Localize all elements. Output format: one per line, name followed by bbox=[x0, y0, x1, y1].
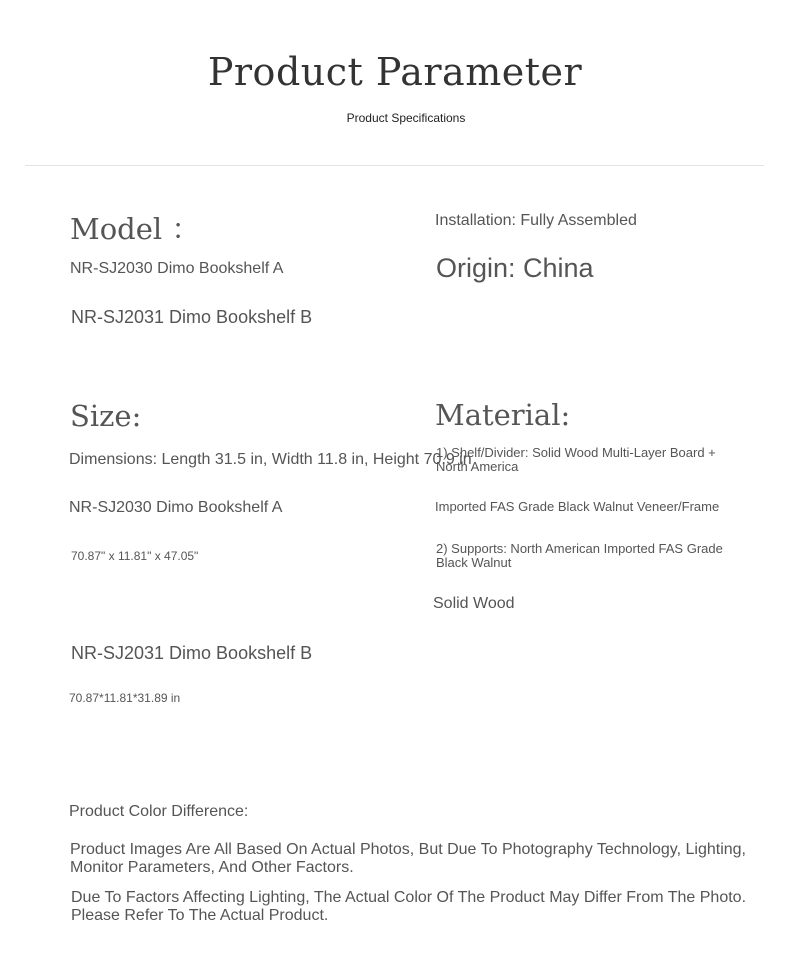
size-item-a-measure: 70.87" x 11.81" x 47.05" bbox=[71, 549, 199, 563]
color-difference-paragraph-1: Product Images Are All Based On Actual Photos, But Due To Photography Technology, Lighting, Monitor Parameters, And Other Factors. bbox=[70, 841, 746, 876]
material-heading: Material: bbox=[435, 398, 571, 432]
size-heading: Size: bbox=[70, 399, 142, 433]
size-dimensions: Dimensions: Length 31.5 in, Width 11.8 in, Height 70.9 in bbox=[69, 451, 472, 468]
material-line-4: Solid Wood bbox=[433, 595, 515, 612]
material-line-1: 1) Shelf/Divider: Solid Wood Multi-Layer Board + North America bbox=[436, 445, 716, 474]
model-heading: Model ： bbox=[70, 212, 201, 246]
color-difference-paragraph-2: Due To Factors Affecting Lighting, The Actual Color Of The Product May Differ From The Photo. Please Refer To The Actual Product. bbox=[71, 889, 747, 924]
material-line-3: 2) Supports: North American Imported FAS Grade Black Walnut bbox=[436, 541, 723, 570]
installation-text: Installation: Fully Assembled bbox=[435, 212, 637, 229]
material-line-2: Imported FAS Grade Black Walnut Veneer/Frame bbox=[435, 499, 720, 514]
size-item-b-measure: 70.87*11.81*31.89 in bbox=[69, 691, 181, 705]
size-item-b: NR-SJ2031 Dimo Bookshelf B bbox=[71, 643, 313, 663]
origin-text: Origin: China bbox=[436, 253, 594, 283]
model-item-a: NR-SJ2030 Dimo Bookshelf A bbox=[70, 260, 284, 277]
model-item-b: NR-SJ2031 Dimo Bookshelf B bbox=[71, 307, 313, 327]
page-subtitle: Product Specifications bbox=[346, 111, 466, 125]
color-difference-heading: Product Color Difference: bbox=[69, 803, 249, 820]
size-item-a: NR-SJ2030 Dimo Bookshelf A bbox=[69, 499, 283, 516]
header-divider bbox=[25, 165, 764, 166]
page-title: Product Parameter bbox=[207, 50, 583, 94]
